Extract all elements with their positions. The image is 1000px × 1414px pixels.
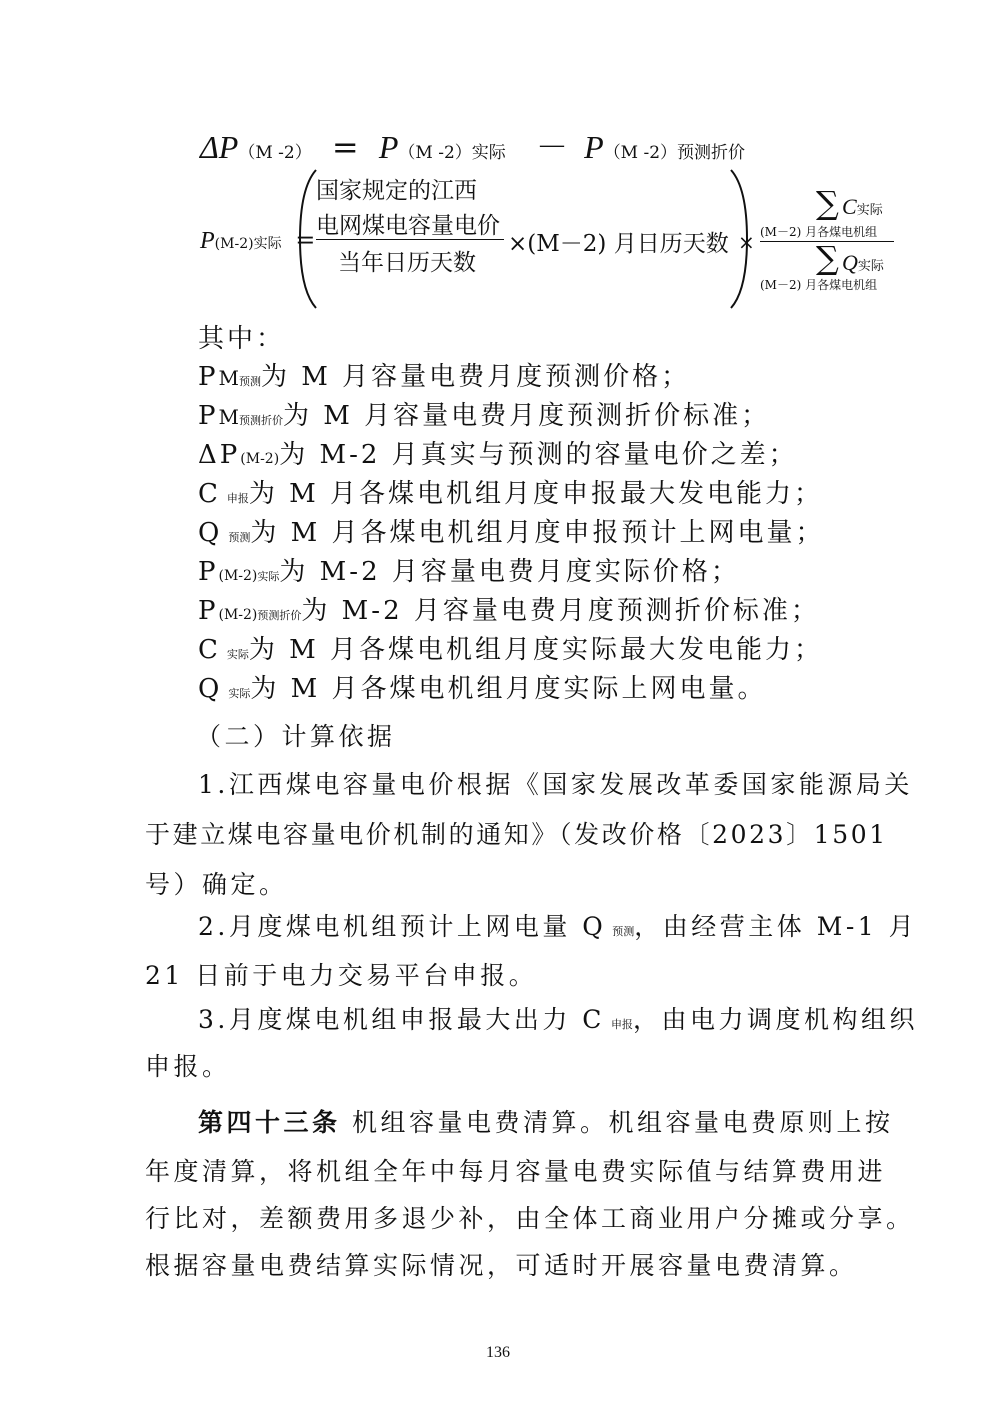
sum-top-range: (M－2) 月各煤电机组 [760,225,878,239]
def-symbol: ΔP [198,440,241,470]
def-sub1: M [218,366,239,390]
basis-p2-text-a: 2.月度煤电机组预计上网电量 Q [198,912,607,941]
article-title: 第四十三条 [198,1108,341,1137]
sum-top-var: C [842,194,857,219]
sum-top-symbol: ∑ [816,184,839,222]
definition-item [198,473,823,510]
formula2-lhs: P [200,228,215,254]
definition-item [198,356,690,393]
def-text: 为 M 月容量电费月度预测折价标准； [282,401,771,431]
formula2-den: 当年日历天数 [338,250,476,276]
article-line3: 行比对，差额费用多退少补，由全体工商业用户分摊或分享。 [145,1204,915,1233]
sum-bot-symbol: ∑ [816,239,839,277]
formula-minus: － [535,128,568,166]
definition-item [198,629,823,666]
definition-item [198,395,770,432]
basis-p1-line2: 于建立煤电容量电价机制的通知》（发改价格〔2023〕1501 [145,820,888,849]
def-symbol: P [198,557,219,587]
basis-p3-sub: 申报 [610,1018,633,1031]
def-sub1: (M-2) [218,568,258,584]
def-sub2: 实际 [257,570,280,583]
def-sub1: (M-2) [240,451,280,467]
def-symbol: P [198,401,219,431]
def-text: 为 M 月各煤电机组月度实际最大发电能力； [248,635,824,665]
article-line4: 根据容量电费结算实际情况，可适时开展容量电费清算。 [145,1251,858,1280]
def-sub2: 预测折价 [238,414,283,427]
basis-p3-text-b: ，由电力调度机构组织 [632,1005,918,1034]
def-symbol: C [198,635,221,665]
sum-bot-var: Q [842,250,858,275]
basis-p2-line2: 21 日前于电力交易平台申报。 [145,961,538,990]
section-heading: （二）计算依据 [196,722,396,751]
def-sub2: 预测 [228,531,251,544]
page-number: 136 [486,1344,510,1361]
formula-delta-p [200,122,745,168]
def-symbol: P [198,596,219,626]
definition-item [198,668,766,705]
def-symbol: C [198,479,221,509]
basis-p3-line2: 申报。 [145,1052,231,1081]
def-sub2: 预测折价 [257,609,302,622]
formula-p1-sub: （M -2）实际 [398,143,506,163]
sum-top-var-wrap [842,194,883,220]
def-symbol: P [198,362,219,392]
formula2-times-days: ×(M－2) 月日历天数 [508,231,729,257]
def-symbol: Q [198,674,223,704]
formula2-fraction-bar [316,239,504,240]
formula2-times: × [738,230,755,254]
basis-p2-line1 [198,907,917,943]
formula-lhs-sub: （M -2） [238,143,312,163]
basis-p1-line3: 号）确定。 [145,870,288,899]
definition-item [198,434,798,471]
def-sub1: (M-2) [218,607,258,623]
def-text: 为 M-2 月容量电费月度实际价格； [279,557,740,587]
basis-p2-text-b: ，由经营主体 M-1 月 [634,912,918,941]
definition-item [198,551,740,588]
def-text: 为 M-2 月容量电费月度预测折价标准； [301,596,820,626]
def-text: 为 M 月各煤电机组月度实际上网电量。 [250,674,767,704]
def-sub2: 申报 [226,492,249,505]
sum-bot-sub: 实际 [857,259,884,274]
formula2-num-line2: 电网煤电容量电价 [316,213,500,239]
def-symbol: Q [198,518,223,548]
def-sub2: 实际 [226,648,249,661]
definition-item [198,512,824,549]
sum-top-sub: 实际 [856,203,883,218]
article-line2: 年度清算，将机组全年中每月容量电费实际值与结算费用进 [145,1157,887,1186]
formula-p2-sub: （M -2）预测折价 [603,143,746,163]
formula2-eq: = [295,226,316,254]
formula-p1: P [378,129,399,165]
sum-bot-range: (M－2) 月各煤电机组 [760,278,878,292]
basis-p3-text-a: 3.月度煤电机组申报最大出力 C [198,1005,605,1034]
sum-bot-var-wrap [842,250,884,276]
article-line1-text: 机组容量电费清算。机组容量电费原则上按 [340,1108,894,1137]
definition-item [198,590,820,627]
formula-p2: P [584,129,604,165]
formula-lhs: ΔP [200,129,239,165]
definitions-intro: 其中： [198,324,286,354]
def-sub2: 预测 [238,375,261,388]
article-line1 [198,1103,893,1139]
def-text: 为 M 月各煤电机组月度申报最大发电能力； [248,479,824,509]
basis-p1-line1: 1.江西煤电容量电价根据《国家发展改革委国家能源局关 [198,770,913,799]
formula2-num-line1: 国家规定的江西 [316,178,477,204]
basis-p2-sub: 预测 [612,925,635,938]
formula2-lhs-sub: (M-2)实际 [214,236,282,252]
basis-p3-line1 [198,1000,918,1036]
def-sub1: M [218,405,239,429]
formula-eq: = [331,128,359,166]
def-sub2: 实际 [228,687,251,700]
def-text: 为 M 月各煤电机组月度申报预计上网电量； [250,518,825,548]
def-text: 为 M-2 月真实与预测的容量电价之差； [279,440,798,470]
def-text: 为 M 月容量电费月度预测价格； [260,362,691,392]
